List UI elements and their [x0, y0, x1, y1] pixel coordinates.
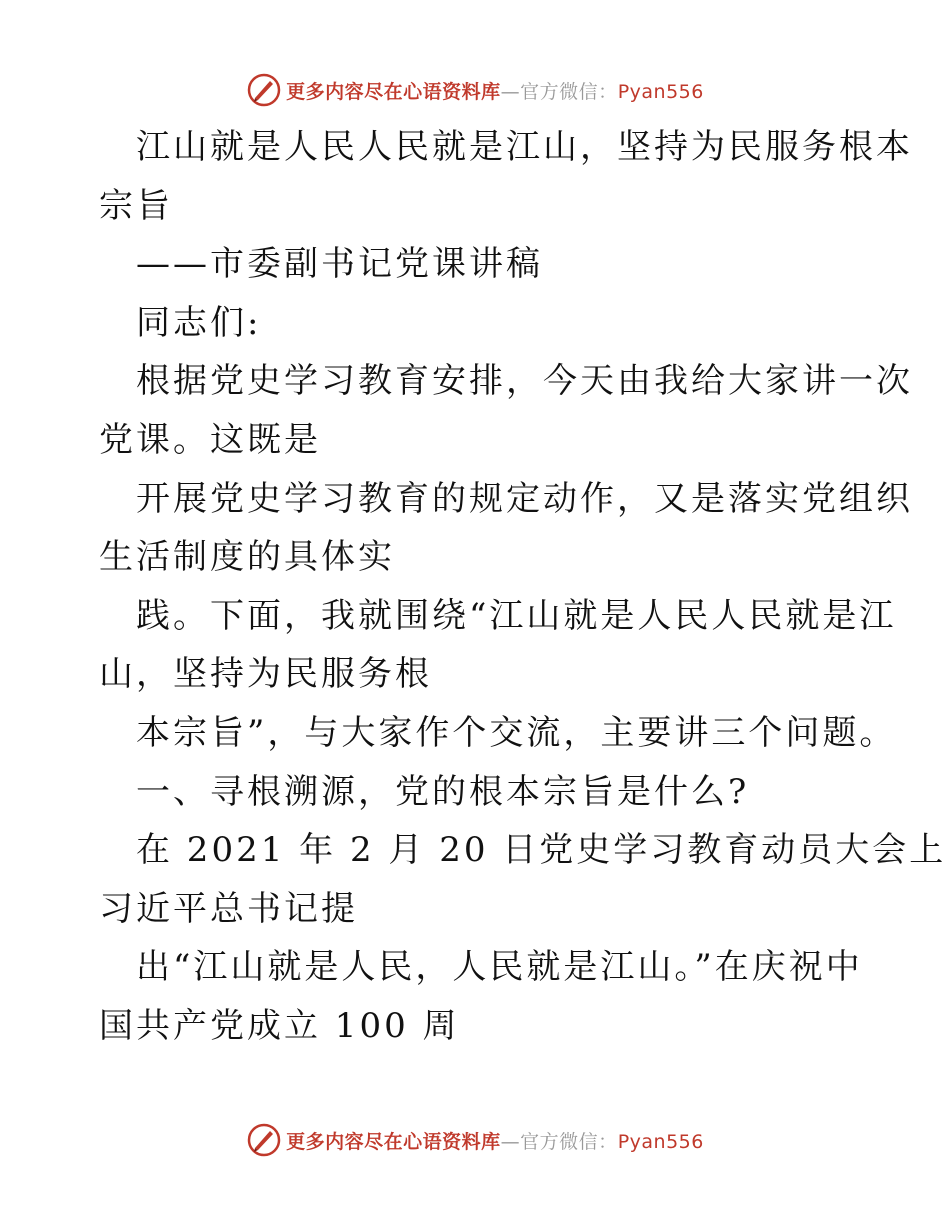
text-line-9: 践。下面，我就围绕“江山就是人民人民就是江 — [136, 595, 897, 636]
text-line-15: 出“江山就是人民，人民就是江山。”在庆祝中 — [136, 947, 863, 988]
text-line-13: 在 2021 年 2 月 20 日党史学习教育动员大会上 — [136, 830, 947, 871]
quill-logo-icon — [246, 72, 282, 108]
text-line-11: 本宗旨”，与大家作个交流，主要讲三个问题。 — [136, 712, 897, 753]
document-body — [99, 118, 947, 1056]
text-line-2: 宗旨 — [99, 185, 173, 226]
text-line-4: 同志们: — [136, 302, 262, 343]
watermark-id: Pyan556 — [617, 80, 704, 103]
watermark-dash: — — [500, 1130, 521, 1153]
watermark-label: 官方微信： — [520, 1130, 618, 1153]
watermark-brand: 更多内容尽在心语资料库 — [286, 1130, 501, 1153]
text-line-1: 江山就是人民人民就是江山，坚持为民服务根本 — [136, 127, 913, 167]
watermark-id: Pyan556 — [617, 1130, 704, 1153]
text-line-12: 一、寻根溯源，党的根本宗旨是什么? — [136, 771, 750, 812]
watermark-text — [286, 1127, 704, 1154]
text-line-5: 根据党史学习教育安排，今天由我给大家讲一次 — [136, 361, 913, 402]
footer-watermark — [0, 1120, 950, 1160]
text-line-3: ——市委副书记党课讲稿 — [136, 244, 543, 285]
text-line-7: 开展党史学习教育的规定动作，又是落实党组织 — [136, 478, 913, 519]
text-line-6: 党课。这既是 — [99, 419, 321, 460]
header-watermark — [0, 70, 950, 110]
watermark-text — [286, 77, 704, 104]
text-line-8: 生活制度的具体实 — [99, 537, 395, 578]
quill-logo-icon — [246, 1122, 282, 1158]
text-line-14: 习近平总书记提 — [99, 888, 358, 929]
text-line-10: 山，坚持为民服务根 — [99, 654, 432, 695]
watermark-brand: 更多内容尽在心语资料库 — [286, 80, 501, 103]
text-line-16: 国共产党成立 100 周 — [99, 1005, 460, 1046]
watermark-label: 官方微信： — [520, 80, 618, 103]
watermark-dash: — — [500, 80, 521, 103]
